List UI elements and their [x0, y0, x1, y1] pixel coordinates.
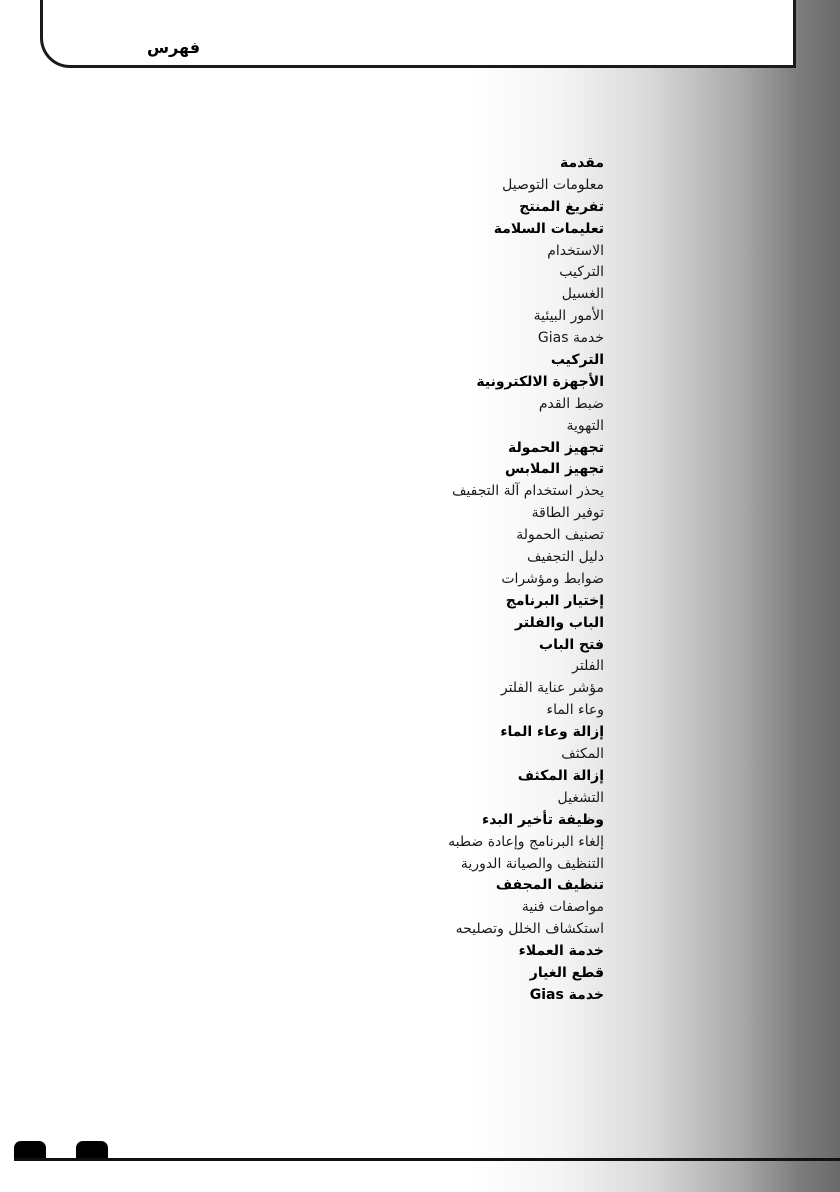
toc-section-heading[interactable]: وظيفة تأخير البدء [482, 811, 604, 828]
toc-entry[interactable]: التنظيف والصيانة الدورية [460, 855, 604, 872]
toc-entry[interactable]: التركيب [559, 264, 604, 281]
toc-entry[interactable]: استكشاف الخلل وتصليحه [455, 921, 604, 938]
toc-entry[interactable]: تصنيف الحمولة [516, 527, 604, 544]
toc-section-heading[interactable]: تعليمات السلامة [493, 220, 604, 237]
toc-entry[interactable]: ضوابط ومؤشرات [501, 570, 604, 587]
toc-entry[interactable]: توفير الطاقة [531, 505, 604, 522]
toc-entry[interactable]: المكثف [561, 746, 604, 763]
toc-section-heading[interactable]: خدمة Gias [529, 986, 604, 1003]
toc-section-heading[interactable]: إزالة المكثف [517, 767, 604, 784]
toc-section-heading[interactable]: قطع الغيار [529, 964, 604, 981]
toc-section-heading[interactable]: تجهيز الملابس [504, 461, 604, 478]
toc-section-heading[interactable]: فتح الباب [539, 636, 604, 653]
toc-entry[interactable]: الغسيل [561, 286, 604, 303]
page-title: فهرس [147, 38, 201, 57]
toc-entry[interactable]: الأمور البيئية [533, 308, 604, 325]
toc-entry[interactable]: مؤشر عناية الفلتر [500, 680, 604, 697]
toc-section-heading[interactable]: تجهيز الحمولة [508, 439, 604, 456]
toc-entry[interactable]: التشغيل [557, 789, 604, 806]
toc-entry[interactable]: ضبط القدم [538, 395, 604, 412]
toc-section-heading[interactable]: الأجهزة الالكترونية [476, 373, 604, 390]
toc-entry[interactable]: الاستخدام [547, 242, 604, 259]
footer-rule [14, 1158, 840, 1161]
toc-section-heading[interactable]: تنظيف المجفف [495, 877, 604, 894]
toc-entry[interactable]: وعاء الماء [546, 702, 604, 719]
table-of-contents [184, 153, 604, 1007]
toc-section-heading[interactable]: إختيار البرنامج [505, 592, 604, 609]
toc-entry[interactable]: معلومات التوصيل [502, 176, 604, 193]
toc-entry[interactable]: يحذر استخدام آلة التجفيف [451, 483, 604, 500]
toc-entry[interactable]: خدمة Gias [537, 330, 604, 347]
toc-section-heading[interactable]: خدمة العملاء [518, 943, 604, 960]
toc-entry[interactable]: إلغاء البرنامج وإعادة ضطبه [448, 833, 604, 850]
toc-entry[interactable]: التهوية [566, 417, 604, 434]
toc-section-heading[interactable]: مقدمة [560, 155, 604, 171]
header-frame [40, 0, 796, 68]
toc-entry[interactable]: الفلتر [572, 658, 604, 675]
toc-section-heading[interactable]: التركيب [550, 352, 604, 369]
toc-entry[interactable]: دليل التجفيف [527, 549, 604, 566]
toc-section-heading[interactable]: تفريغ المنتج [519, 198, 604, 215]
toc-entry[interactable]: مواصفات فنية [521, 899, 604, 916]
toc-section-heading[interactable]: الباب والفلتر [515, 614, 604, 631]
toc-section-heading[interactable]: إزالة وعاء الماء [500, 724, 604, 741]
